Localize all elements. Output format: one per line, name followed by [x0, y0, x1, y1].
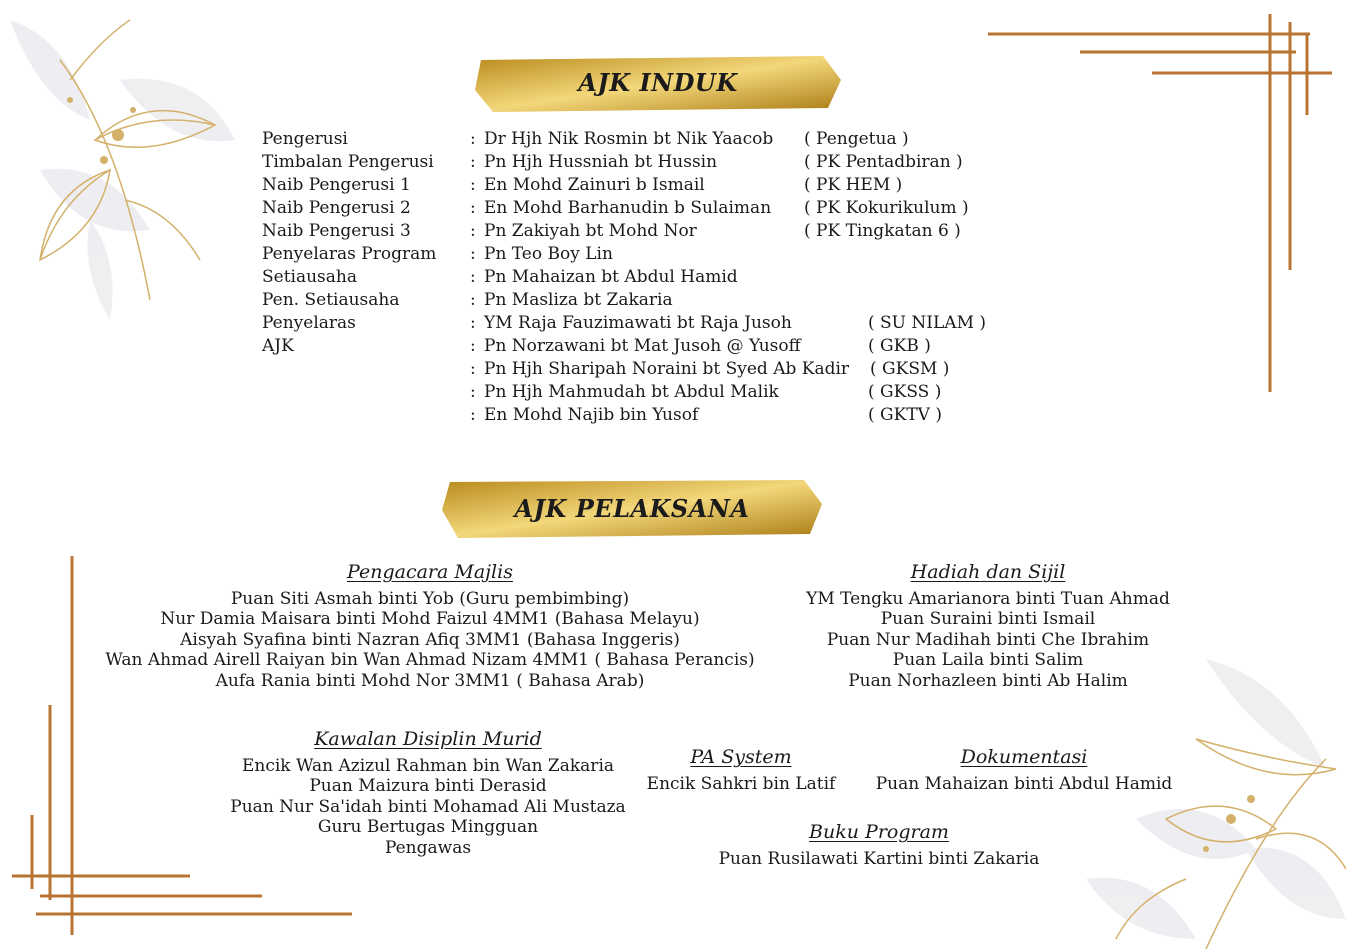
- member-position: ( Pengetua ): [804, 129, 909, 149]
- ajk-row: [262, 312, 986, 335]
- role-label: Penyelaras Program: [262, 244, 437, 264]
- group-pengacara-majlis: [90, 562, 770, 691]
- ajk-row: [262, 358, 986, 381]
- member-name: Nur Damia Maisara binti Mohd Faizul 4MM1 (Bahasa Melayu): [160, 609, 700, 629]
- ajk-row: [262, 335, 986, 358]
- member-name: Puan Laila binti Salim: [892, 650, 1084, 670]
- member-name: Pn Mahaizan bt Abdul Hamid: [484, 267, 738, 287]
- group-heading: PA System: [690, 746, 792, 768]
- member-position: ( GKSM ): [870, 359, 950, 379]
- ajk-row: [262, 266, 986, 289]
- member-name: Pn Hjh Mahmudah bt Abdul Malik: [484, 382, 779, 402]
- member-name: Pn Norzawani bt Mat Jusoh @ Yusoff: [484, 336, 801, 356]
- colon: :: [470, 382, 476, 402]
- member-name: Pengawas: [384, 837, 472, 858]
- member-name: Guru Bertugas Mingguan: [317, 817, 539, 837]
- member-name: Pn Hjh Sharipah Noraini bt Syed Ab Kadir: [484, 359, 850, 379]
- ajk-row: [262, 243, 986, 266]
- ajk-induk-banner: [473, 50, 843, 114]
- colon: :: [470, 290, 476, 310]
- member-name: Puan Suraini binti Ismail: [880, 609, 1096, 629]
- ajk-row: [262, 197, 986, 220]
- role-label: AJK: [262, 336, 294, 356]
- ajk-induk-list: [262, 128, 986, 427]
- role-label: [262, 404, 470, 427]
- role-label: [262, 358, 470, 381]
- member-name: Puan Mahaizan binti Abdul Hamid: [875, 773, 1173, 794]
- colon: :: [470, 336, 476, 356]
- member-name: Pn Hjh Hussniah bt Hussin: [484, 152, 718, 172]
- member-name: Aisyah Syafina binti Nazran Afiq 3MM1 (Bahasa Inggeris): [180, 629, 680, 650]
- member-name: Aufa Rania binti Mohd Nor 3MM1 ( Bahasa Arab): [215, 670, 645, 691]
- member-name: Puan Norhazleen binti Ab Halim: [848, 670, 1128, 691]
- role-label: Naib Pengerusi 3: [262, 221, 411, 241]
- colon: :: [470, 221, 476, 241]
- role-label: Pengerusi: [262, 129, 348, 149]
- colon: :: [470, 198, 476, 218]
- role-label: Naib Pengerusi 2: [262, 198, 411, 218]
- ajk-row: [262, 151, 986, 174]
- colon: :: [470, 152, 476, 172]
- member-position: ( PK Kokurikulum ): [804, 198, 969, 218]
- ajk-pelaksana-title: AJK PELAKSANA: [514, 493, 750, 523]
- member-name: Puan Rusilawati Kartini binti Zakaria: [718, 848, 1040, 869]
- group-heading: Pengacara Majlis: [347, 561, 513, 583]
- group-heading: Kawalan Disiplin Murid: [314, 728, 542, 750]
- member-name: Puan Maizura binti Derasid: [309, 776, 547, 796]
- ajk-row: [262, 128, 986, 151]
- group-heading: Dokumentasi: [960, 746, 1088, 768]
- top-left-leaf-decoration: [0, 0, 260, 340]
- group-heading: Buku Program: [809, 821, 949, 843]
- role-label: Pen. Setiausaha: [262, 290, 400, 310]
- ajk-induk-title: AJK INDUK: [578, 67, 738, 97]
- member-position: ( PK HEM ): [804, 175, 903, 195]
- member-position: ( PK Tingkatan 6 ): [804, 221, 961, 241]
- colon: :: [470, 244, 476, 264]
- group-hadiah-dan-sijil: [790, 562, 1186, 691]
- colon: :: [470, 129, 476, 149]
- member-name: Puan Nur Madihah binti Che Ibrahim: [826, 629, 1150, 650]
- colon: :: [470, 313, 476, 333]
- member-name: YM Raja Fauzimawati bt Raja Jusoh: [484, 313, 792, 333]
- member-position: ( PK Pentadbiran ): [804, 152, 963, 172]
- member-position: ( SU NILAM ): [868, 313, 987, 333]
- group-dokumentasi: [866, 747, 1182, 794]
- ajk-row: [262, 404, 986, 427]
- member-position: ( GKSS ): [868, 382, 942, 402]
- group-pa-system: [636, 747, 846, 794]
- member-name: Pn Teo Boy Lin: [484, 244, 613, 264]
- member-name: Dr Hjh Nik Rosmin bt Nik Yaacob: [484, 129, 774, 149]
- ajk-row: [262, 174, 986, 197]
- role-label: [262, 381, 470, 404]
- member-name: Encik Wan Azizul Rahman bin Wan Zakaria: [241, 755, 615, 776]
- group-heading: Hadiah dan Sijil: [910, 561, 1066, 583]
- colon: :: [470, 175, 476, 195]
- role-label: Penyelaras: [262, 313, 356, 333]
- role-label: Setiausaha: [262, 267, 358, 287]
- member-name: En Mohd Barhanudin b Sulaiman: [484, 198, 772, 218]
- role-label: Naib Pengerusi 1: [262, 175, 411, 195]
- colon: :: [470, 359, 476, 379]
- group-buku-program: [706, 822, 1052, 869]
- group-kawalan-disiplin: [220, 729, 636, 858]
- member-name: En Mohd Zainuri b Ismail: [484, 175, 705, 195]
- member-name: YM Tengku Amarianora binti Tuan Ahmad: [806, 588, 1170, 609]
- ajk-row: [262, 381, 986, 404]
- ajk-pelaksana-banner: [440, 476, 824, 540]
- colon: :: [470, 267, 476, 287]
- member-name: Wan Ahmad Airell Raiyan bin Wan Ahmad Nizam 4MM1 ( Bahasa Perancis): [105, 650, 755, 670]
- member-name: Puan Nur Sa'idah binti Mohamad Ali Mustaza: [230, 796, 626, 817]
- member-name: Puan Siti Asmah binti Yob (Guru pembimbing): [230, 588, 630, 609]
- member-name: En Mohd Najib bin Yusof: [484, 405, 699, 425]
- colon: :: [470, 405, 476, 425]
- member-position: ( GKTV ): [868, 405, 942, 425]
- member-name: Pn Zakiyah bt Mohd Nor: [484, 221, 697, 241]
- role-label: Timbalan Pengerusi: [262, 152, 434, 172]
- ajk-row: [262, 289, 986, 312]
- ajk-row: [262, 220, 986, 243]
- member-name: Pn Masliza bt Zakaria: [484, 290, 673, 310]
- member-position: ( GKB ): [868, 336, 931, 356]
- member-name: Encik Sahkri bin Latif: [646, 773, 836, 794]
